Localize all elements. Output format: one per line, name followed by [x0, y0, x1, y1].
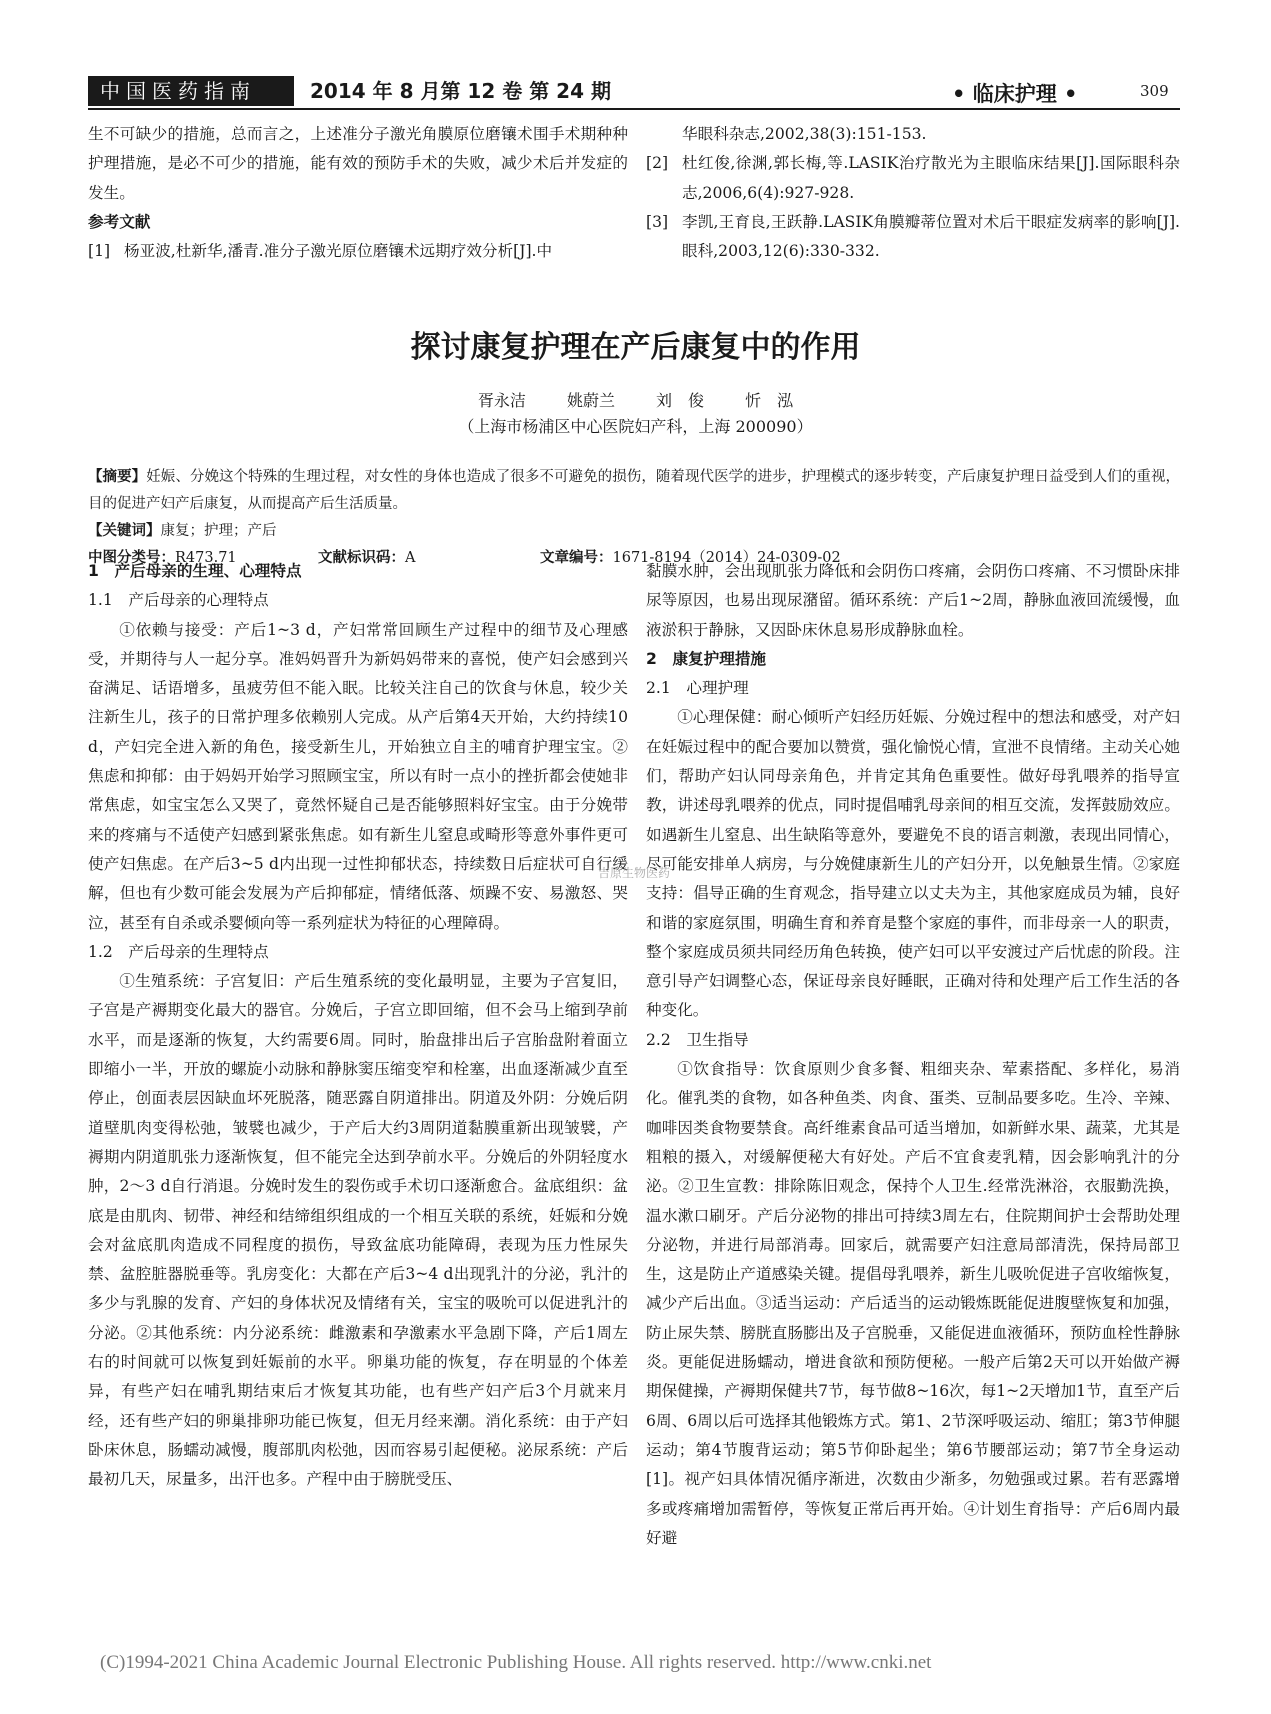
prev-article-text: 生不可缺少的措施，总而言之，上述准分子激光角膜原位磨镶术围手术期种种护理措施，是必不可少的措施，能有效的预防手术的失败，减少术后并发症的发生。 — [88, 125, 628, 202]
subsection-heading: 1.1 产后母亲的心理特点 — [88, 591, 269, 610]
article-number-value: 1671-8194（2014）24-0309-02 — [612, 550, 841, 566]
reference-item — [646, 120, 1180, 149]
body-left-column — [88, 557, 628, 1495]
body-right-column — [646, 557, 1180, 1553]
abstract-label: 【摘要】 — [88, 469, 147, 485]
author-list — [0, 388, 1271, 411]
doc-label: 文献标识码： — [318, 550, 405, 566]
author: 姚蔚兰 — [566, 391, 615, 410]
reference-item — [646, 208, 1180, 267]
prev-article-right — [646, 120, 1180, 266]
reference-item — [88, 237, 628, 266]
section-tag: • 临床护理 • — [952, 82, 1078, 106]
keywords-text: 康复；护理；产后 — [160, 523, 277, 539]
clc-value: R473.71 — [175, 550, 237, 566]
keywords-label: 【关键词】 — [88, 523, 161, 539]
reference-number: [2] — [646, 154, 669, 173]
watermark: 吉原生物医药 — [598, 866, 671, 880]
author: 刘 俊 — [656, 391, 705, 410]
body-paragraph: ①饮食指导：饮食原则少食多餐、粗细夹杂、荤素搭配、多样化，易消化。催乳类的食物，如各种鱼类、肉食、蛋类、豆制品要多吃。生冷、辛辣、咖啡因类食物要禁食。高纤维素食品可适当增加，如新鲜水果、蔬菜，尤其是粗粮的摄入，对缓解便秘大有好处。产后不宜食麦乳精，因会影响乳汁的分泌。②卫生宣教：排除陈旧观念，保持个人卫生.经常洗淋浴，衣服勤洗换，温水漱口刷牙。产后分泌物的排出可持续3周左右，住院期间护士会帮助处理分泌物，并进行局部消毒。回家后，就需要产妇注意局部清洗，保持局部卫生，这是防止产道感染关键。提倡母乳喂养，新生儿吸吮促进子宫收缩恢复，减少产后出血。③适当运动：产后适当的运动锻炼既能促进腹壁恢复和加强，防止尿失禁、膀胱直肠膨出及子宫脱垂，又能促进血液循环，预防血栓性静脉炎。更能促进肠蠕动，增进食欲和预防便秘。一般产后第2天可以开始做产褥期保健操，产褥期保健共7节，每节做8~16次，每1~2天增加1节，直至产后6周、6周以后可选择其他锻炼方式。第1、2节深呼吸运动、缩肛；第3节伸腿运动；第4节腹背运动；第5节仰卧起坐；第6节腰部运动；第7节全身运动[1]。视产妇具体情况循序渐进，次数由少渐多，勿勉强或过累。若有恶露增多或疼痛增加需暂停，等恢复正常后再开始。④计划生育指导：产后6周内最好避 — [646, 1060, 1180, 1547]
body-paragraph: ①依赖与接受：产后1~3 d，产妇常常回顾生产过程中的细节及心理感受，并期待与人一起分享。准妈妈晋升为新妈妈带来的喜悦，使产妇会感到兴奋满足、话语增多，虽疲劳但不能入眠。比较关注自己的饮食与休息，较少关注新生儿，孩子的日常护理多依赖别人完成。从产后第4天开始，大约持续10 d，产妇完全进入新的角色，接受新生儿，开始独立自主的哺育护理宝宝。②焦虑和抑郁：由于妈妈开始学习照顾宝宝，所以有时一点小的挫折都会使她非常焦虑，如宝宝怎么又哭了，竟然怀疑自己是否能够照料好宝宝。由于分娩带来的疼痛与不适使产妇感到紧张焦虑。如有新生儿窒息或畸形等意外事件更可使产妇焦虑。在产后3~5 d内出现一过性抑郁状态，持续数日后症状可自行缓解，但也有少数可能会发展为产后抑郁症，情绪低落、烦躁不安、易激怒、哭泣，甚至有自杀或杀婴倾向等一系列症状为特征的心理障碍。 — [88, 620, 628, 932]
section-heading: 2 康复护理措施 — [646, 649, 767, 668]
journal-name: 中国医药指南 — [88, 76, 294, 106]
body-paragraph: 黏膜水肿，会出现肌张力降低和会阴伤口疼痛，会阴伤口疼痛、不习惯卧床排尿等原因，也易出现尿潴留。循环系统：产后1~2周，静脉血液回流缓慢，血液淤积于静脉，又因卧床休息易形成静脉血栓。 — [646, 562, 1180, 639]
reference-number: [3] — [646, 212, 669, 231]
reference-number — [646, 120, 682, 149]
doc-value: A — [405, 550, 416, 566]
reference-text: 杜红俊,徐渊,郭长梅,等.LASIK治疗散光为主眼临床结果[J].国际眼科杂志,2006,6(4):927-928. — [682, 154, 1180, 202]
references-heading: 参考文献 — [88, 212, 151, 231]
author: 胥永洁 — [477, 391, 526, 410]
reference-item — [646, 149, 1180, 208]
abstract-text: 妊娠、分娩这个特殊的生理过程，对女性的身体也造成了很多不可避免的损伤，随着现代医学的进步，护理模式的逐步转变，产后康复护理日益受到人们的重视，目的促进产妇产后康复，从而提高产后生活质量。 — [88, 469, 1181, 512]
reference-text: 华眼科杂志,2002,38(3):151-153. — [682, 125, 927, 143]
clc-label: 中图分类号： — [88, 550, 175, 566]
reference-text: 杨亚波,杜新华,潘青.准分子激光原位磨镶术远期疗效分析[J].中 — [124, 242, 553, 261]
reference-number: [1] — [88, 242, 111, 261]
affiliation: （上海市杨浦区中心医院妇产科，上海 200090） — [458, 417, 813, 436]
reference-text: 李凯,王育良,王跃静.LASIK角膜瓣蒂位置对术后干眼症发病率的影响[J].眼科,2003,12(6):330-332. — [682, 212, 1180, 261]
body-paragraph: ①心理保健：耐心倾听产妇经历妊娠、分娩过程中的想法和感受，对产妇在妊娠过程中的配合要加以赞赏，强化愉悦心情，宣泄不良情绪。主动关心她们，帮助产妇认同母亲角色，并肯定其角色重要性。做好母乳喂养的指导宣教，讲述母乳喂养的优点，同时提倡哺乳母亲间的相互交流，发挥鼓励效应。如遇新生儿窒息、出生缺陷等意外，要避免不良的语言刺激，表现出同情心，尽可能安排单人病房，与分娩健康新生儿的产妇分开，以免触景生情。②家庭支持：倡导正确的生育观念，指导建立以丈夫为主，其他家庭成员为辅，良好和谐的家庭氛围，明确生育和养育是整个家庭的事件，而非母亲一人的职责，整个家庭成员须共同经历角色转换，使产妇可以平安渡过产后忧虑的阶段。注意引导产妇调整心态，保证母亲良好睡眠，正确对待和处理产后工作生活的各种变化。 — [646, 708, 1180, 1020]
body-paragraph: ①生殖系统：子宫复旧：产后生殖系统的变化最明显，主要为子宫复旧，子宫是产褥期变化最大的器官。分娩后，子宫立即回缩，但不会马上缩到孕前水平，而是逐渐的恢复，大约需要6周。同时，胎盘排出后子宫胎盘附着面立即缩小一半，开放的螺旋小动脉和静脉窦压缩变窄和栓塞，出血逐渐减少直至停止，创面表层因缺血坏死脱落，随恶露自阴道排出。阴道及外阴：分娩后阴道壁肌肉变得松弛，皱襞也减少，于产后大约3周阴道黏膜重新出现皱襞，产褥期内阴道肌张力逐渐恢复，但不能完全达到孕前水平。分娩后的外阴轻度水肿，2～3 d自行消退。分娩时发生的裂伤或手术切口逐渐愈合。盆底组织：盆底是由肌肉、韧带、神经和结缔组织组成的一个相互关联的系统，妊娠和分娩会对盆底肌肉造成不同程度的损伤，导致盆底功能障碍，表现为压力性尿失禁、盆腔脏器脱垂等。乳房变化：大都在产后3~4 d出现乳汁的分泌，乳汁的多少与乳腺的发育、产妇的身体状况及情绪有关，宝宝的吸吮可以促进乳汁的分泌。②其他系统：内分泌系统：雌激素和孕激素水平急剧下降，产后1周左右的时间就可以恢复到妊娠前的水平。卵巢功能的恢复，存在明显的个体差异，有些产妇在哺乳期结束后才恢复其功能，也有些产妇产后3个月就来月经，还有些产妇的卵巢排卵功能已恢复，但无月经来潮。消化系统：由于产妇卧床休息，肠蠕动减慢，腹部肌肉松弛，因而容易引起便秘。泌尿系统：产后最初几天，尿量多，出汗也多。产程中由于膀胱受压、 — [88, 972, 628, 1489]
article-number-label: 文章编号： — [540, 550, 613, 566]
author: 忻 泓 — [745, 391, 794, 410]
issue-info: 2014 年 8 月第 12 卷 第 24 期 — [310, 79, 611, 103]
subsection-heading: 2.1 心理护理 — [646, 679, 749, 698]
page-number: 309 — [1140, 82, 1169, 100]
copyright-footer: (C)1994-2021 China Academic Journal Electronic Publishing House. All rights reserved. http://www.cnki.net — [100, 1652, 932, 1673]
prev-article-left — [88, 120, 628, 266]
abstract-block — [88, 464, 1180, 545]
section-heading: 1 产后母亲的生理、心理特点 — [88, 562, 302, 580]
subsection-heading: 1.2 产后母亲的生理特点 — [88, 942, 269, 961]
header-rule — [88, 108, 1180, 110]
article-title: 探讨康复护理在产后康复中的作用 — [410, 330, 861, 365]
subsection-heading: 2.2 卫生指导 — [646, 1030, 749, 1049]
